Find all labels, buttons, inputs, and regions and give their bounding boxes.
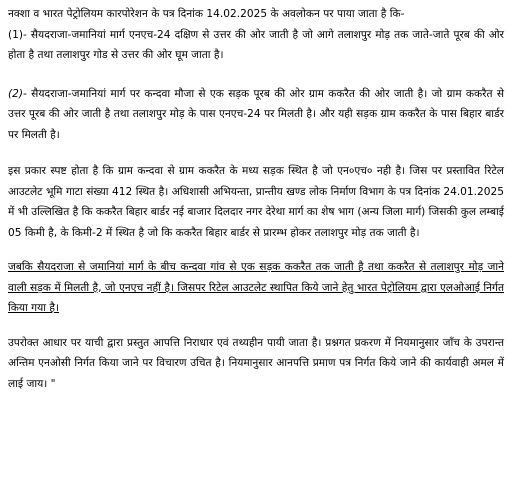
item-2-marker: (2)- (8, 87, 27, 100)
item-2-text: सैयदराजा-जमानियां मार्ग पर कन्दवा मौजा से एक सड़क पूरब की ओर ग्राम ककरैत की ओर जाती है। जो ग्राम ककरैत से उत्तर पूरब की ओर जाती है तथा तलाशपुर मोड़ के पास एनएच-24 पर मिलती है। और यही सड़क ग्राम ककरैत के पास बिहार बार्डर पर मिलती है। (8, 87, 504, 141)
item-1-marker: (1)- (8, 28, 27, 41)
paragraph-5: उपरोक्त आधार पर याची द्वारा प्रस्तुत आपत्ति निराधार एवं तथ्यहीन पायी जाता है। प्रश्नगत प्रकरण में नियमानुसार जाँच के उपरान्त अन्तिम एनओसी निर्गत किया जाने पर विचारण उचित है। नियमानुसार आनपत्ति प्रमाण पत्र निर्गत किये जाने की कार्यवाही अमल में लाई जाय। " (8, 336, 504, 390)
paragraph-3: इस प्रकार स्पष्ट होता है कि ग्राम कन्दवा से ग्राम ककरैत के मध्य सड़क स्थित है जो एन०एच० नही है। जिस पर प्रस्तावित रिटेल आउटलेट भूमि गाटा संख्या 412 स्थित है। अधिशासी अभियन्ता, प्रान्तीय खण्ड लोक निर्माण विभाग के पत्र दिनांक 24.01.2025 में भी उल्लिखित है कि ककरैत बिहार बार्डर नई बाजार दिलदार नगर देरेथा मार्ग का शेष भाग (अन्य जिला मार्ग) जिसकी कुल लम्बाई 05 किमी है, के किमी-2 में स्थित है जो कि ककरैत बिहार बार्डर से प्रारम्भ होकर तलाशपुर मोड़ तक जाती है। (8, 165, 504, 239)
paragraph-4-underlined: जबकि सैयदराजा से जमानियां मार्ग के बीच कन्दवा गांव से एक सड़क ककरैत तक जाती है तथा ककरैत से तलाशपुर मोड़ जाने वाली सड़क में मिलती है, जो एनएच नहीं है। जिसपर रिटेल आउटलेट स्थापित किये जाने हेतु भारत पेट्रोलियम द्वारा एलओआई निर्गत किया गया है। (8, 261, 504, 314)
paragraph-2 (8, 84, 504, 146)
item-1-text: सैयदराजा-जमानियां मार्ग एनएच-24 दक्षिण से उत्तर की ओर जाती है जो आगे तलाशपुर मोड़ तक जाते-जाते पूरब की ओर होता है तथा तलाशपुर गोड से उत्तर की ओर घूम जाता है। (8, 28, 504, 61)
intro-line: नक्शा व भारत पेट्रोलियम कारपोरेशन के पत्र दिनांक 14.02.2025 के अवलोकन पर पाया जाता है कि- (8, 8, 405, 20)
paragraph-1 (8, 4, 504, 66)
